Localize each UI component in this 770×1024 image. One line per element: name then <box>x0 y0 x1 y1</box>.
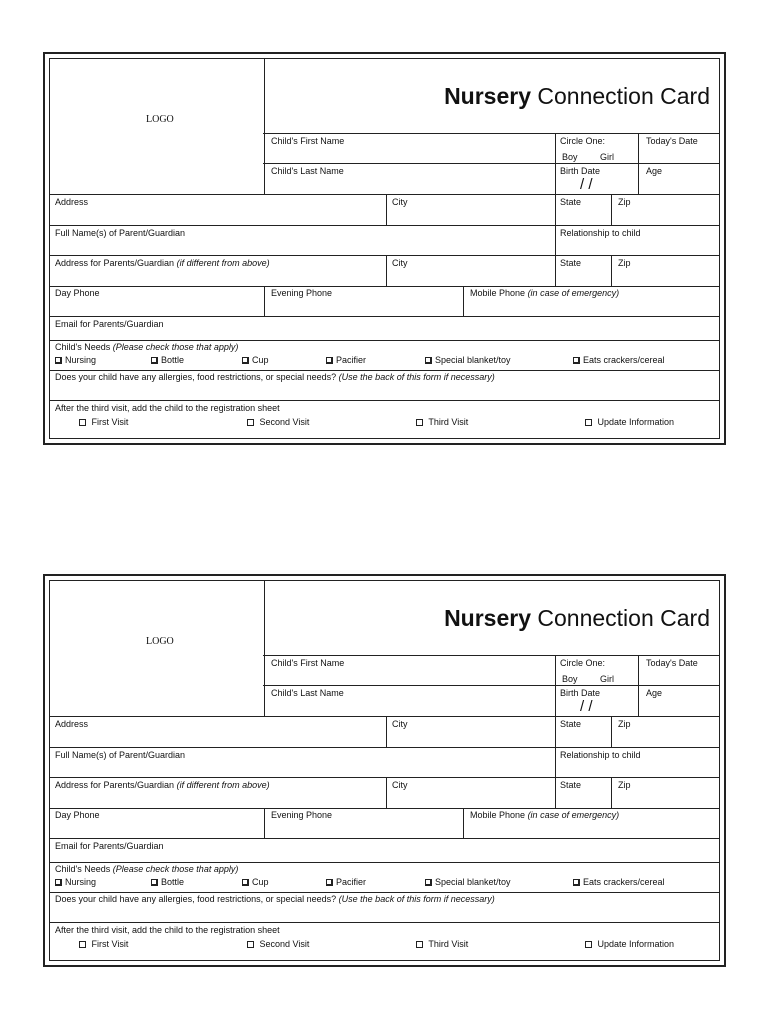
mobile-phone-note: (in case of emergency) <box>527 810 620 820</box>
day-phone-label: Day Phone <box>55 810 100 820</box>
divider <box>49 370 720 371</box>
parent-state-label: State <box>560 258 582 268</box>
relationship-label: Relationship to child <box>560 750 641 760</box>
zip-label: Zip <box>618 197 631 207</box>
divider <box>49 255 720 256</box>
mobile-phone-note: (in case of emergency) <box>527 288 620 298</box>
divider <box>49 892 720 893</box>
title-rest: Connection Card <box>537 83 710 109</box>
parent-address-label <box>55 258 270 269</box>
visit-note: After the third visit, add the child to the registration sheet <box>55 403 280 413</box>
birth-date-label: Birth Date <box>560 688 601 698</box>
checkbox-icon[interactable] <box>573 357 580 364</box>
address-label: Address <box>55 197 89 207</box>
needs-option-label: Pacifier <box>336 877 367 887</box>
divider <box>611 255 612 286</box>
boy-option[interactable]: Boy <box>562 674 578 684</box>
divider <box>49 777 720 778</box>
needs-option-blanket[interactable] <box>425 877 511 888</box>
checkbox-icon[interactable] <box>326 357 333 364</box>
city-label: City <box>392 197 408 207</box>
divider <box>264 580 265 717</box>
email-label: Email for Parents/Guardian <box>55 841 164 851</box>
mobile-phone-text: Mobile Phone <box>470 810 526 820</box>
connection-card <box>43 52 726 445</box>
card-title <box>444 83 710 109</box>
checkbox-icon[interactable] <box>242 879 249 886</box>
visit-first[interactable] <box>79 417 128 428</box>
divider <box>555 133 556 225</box>
checkbox-icon[interactable] <box>416 941 423 948</box>
allergies-text: Does your child have any allergies, food restrictions, or special needs? <box>55 372 337 382</box>
birth-date-slashes: / / <box>580 698 593 715</box>
needs-note: (Please check those that apply) <box>112 342 239 352</box>
first-name-label: Child's First Name <box>271 136 345 146</box>
logo-placeholder: LOGO <box>146 114 174 125</box>
address-label: Address <box>55 719 89 729</box>
state-label: State <box>560 197 582 207</box>
needs-text: Child's Needs <box>55 342 111 352</box>
divider <box>49 716 720 717</box>
divider <box>386 194 387 225</box>
needs-option-blanket[interactable] <box>425 355 511 366</box>
needs-option-label: Pacifier <box>336 355 367 365</box>
divider <box>49 194 720 195</box>
parent-zip-label: Zip <box>618 258 631 268</box>
allergies-note: (Use the back of this form if necessary) <box>338 894 495 904</box>
divider <box>49 400 720 401</box>
allergies-text: Does your child have any allergies, food restrictions, or special needs? <box>55 894 337 904</box>
todays-date-label: Today's Date <box>646 658 698 668</box>
birth-date-label: Birth Date <box>560 166 601 176</box>
divider <box>263 163 720 164</box>
visit-label: Third Visit <box>428 417 469 427</box>
first-name-label: Child's First Name <box>271 658 345 668</box>
divider <box>611 716 612 747</box>
parent-state-label: State <box>560 780 582 790</box>
parent-city-label: City <box>392 258 408 268</box>
allergies-label <box>55 372 495 383</box>
parent-city-label: City <box>392 780 408 790</box>
visit-second[interactable] <box>247 417 309 428</box>
parent-address-note: (if different from above) <box>176 780 270 790</box>
checkbox-icon[interactable] <box>573 879 580 886</box>
checkbox-icon[interactable] <box>55 357 62 364</box>
parent-address-label <box>55 780 270 791</box>
todays-date-label: Today's Date <box>646 136 698 146</box>
mobile-phone-label <box>470 288 619 299</box>
divider <box>555 225 556 256</box>
visit-label: Second Visit <box>259 939 310 949</box>
connection-card <box>43 574 726 967</box>
needs-option-label: Eats crackers/cereal <box>583 877 665 887</box>
visit-third[interactable] <box>416 939 468 950</box>
needs-option-label: Special blanket/toy <box>435 877 511 887</box>
needs-option-nursing[interactable] <box>55 877 96 888</box>
divider <box>386 255 387 286</box>
relationship-label: Relationship to child <box>560 228 641 238</box>
circle-one-label: Circle One: <box>560 658 606 668</box>
divider <box>555 777 556 808</box>
checkbox-icon[interactable] <box>79 941 86 948</box>
divider <box>264 808 265 838</box>
divider <box>463 286 464 316</box>
needs-note: (Please check those that apply) <box>112 864 239 874</box>
visit-second[interactable] <box>247 939 309 950</box>
parent-address-text: Address for Parents/Guardian <box>55 258 175 268</box>
divider <box>611 194 612 225</box>
boy-option[interactable]: Boy <box>562 152 578 162</box>
divider <box>263 133 720 134</box>
checkbox-icon[interactable] <box>425 357 432 364</box>
parent-address-note: (if different from above) <box>176 258 270 268</box>
email-label: Email for Parents/Guardian <box>55 319 164 329</box>
parent-names-label: Full Name(s) of Parent/Guardian <box>55 750 186 760</box>
needs-option-cup[interactable] <box>242 877 269 888</box>
logo-placeholder: LOGO <box>146 636 174 647</box>
needs-option-label: Cup <box>252 877 269 887</box>
divider <box>555 747 556 778</box>
needs-option-crackers[interactable] <box>573 355 665 366</box>
needs-option-crackers[interactable] <box>573 877 665 888</box>
divider <box>638 163 639 194</box>
state-label: State <box>560 719 582 729</box>
checkbox-icon[interactable] <box>247 941 254 948</box>
last-name-label: Child's Last Name <box>271 688 344 698</box>
checkbox-icon[interactable] <box>151 879 158 886</box>
needs-option-label: Bottle <box>161 355 185 365</box>
card-title <box>444 605 710 631</box>
checkbox-icon[interactable] <box>585 419 592 426</box>
title-bold: Nursery <box>444 83 531 109</box>
divider <box>386 716 387 747</box>
city-label: City <box>392 719 408 729</box>
visit-label: First Visit <box>91 939 129 949</box>
evening-phone-label: Evening Phone <box>271 810 333 820</box>
divider <box>263 685 720 686</box>
divider <box>49 316 720 317</box>
checkbox-icon[interactable] <box>326 879 333 886</box>
needs-option-label: Cup <box>252 355 269 365</box>
checkbox-icon[interactable] <box>416 419 423 426</box>
needs-option-bottle[interactable] <box>151 877 184 888</box>
allergies-label <box>55 894 495 905</box>
divider <box>49 225 720 226</box>
divider <box>49 286 720 287</box>
visit-label: Third Visit <box>428 939 469 949</box>
divider <box>49 838 720 839</box>
checkbox-icon[interactable] <box>425 879 432 886</box>
needs-label <box>55 342 238 353</box>
visit-update[interactable] <box>585 417 674 428</box>
needs-option-label: Special blanket/toy <box>435 355 511 365</box>
divider <box>463 808 464 838</box>
age-label: Age <box>646 688 663 698</box>
allergies-note: (Use the back of this form if necessary) <box>338 372 495 382</box>
title-rest: Connection Card <box>537 605 710 631</box>
divider <box>49 808 720 809</box>
title-bold: Nursery <box>444 605 531 631</box>
divider <box>49 922 720 923</box>
checkbox-icon[interactable] <box>242 357 249 364</box>
checkbox-icon[interactable] <box>247 419 254 426</box>
needs-option-label: Bottle <box>161 877 185 887</box>
divider <box>555 655 556 747</box>
parent-names-label: Full Name(s) of Parent/Guardian <box>55 228 186 238</box>
needs-option-label: Nursing <box>65 877 97 887</box>
needs-option-cup[interactable] <box>242 355 269 366</box>
age-label: Age <box>646 166 663 176</box>
needs-option-bottle[interactable] <box>151 355 184 366</box>
divider <box>638 133 639 164</box>
visit-label: Update Information <box>597 939 675 949</box>
circle-one-label: Circle One: <box>560 136 606 146</box>
visit-update[interactable] <box>585 939 674 950</box>
visit-first[interactable] <box>79 939 128 950</box>
checkbox-icon[interactable] <box>79 419 86 426</box>
birth-date-slashes: / / <box>580 176 593 193</box>
needs-option-pacifier[interactable] <box>326 355 366 366</box>
divider <box>264 286 265 316</box>
visit-label: First Visit <box>91 417 129 427</box>
divider <box>49 747 720 748</box>
divider <box>264 58 265 195</box>
needs-text: Child's Needs <box>55 864 111 874</box>
visit-third[interactable] <box>416 417 468 428</box>
needs-label <box>55 864 238 875</box>
parent-address-text: Address for Parents/Guardian <box>55 780 175 790</box>
girl-option[interactable]: Girl <box>600 152 614 162</box>
divider <box>555 255 556 286</box>
zip-label: Zip <box>618 719 631 729</box>
mobile-phone-text: Mobile Phone <box>470 288 526 298</box>
visit-note: After the third visit, add the child to the registration sheet <box>55 925 280 935</box>
divider <box>638 685 639 716</box>
parent-zip-label: Zip <box>618 780 631 790</box>
visit-label: Second Visit <box>259 417 310 427</box>
needs-option-nursing[interactable] <box>55 355 96 366</box>
divider <box>49 340 720 341</box>
needs-option-label: Eats crackers/cereal <box>583 355 665 365</box>
last-name-label: Child's Last Name <box>271 166 344 176</box>
day-phone-label: Day Phone <box>55 288 100 298</box>
mobile-phone-label <box>470 810 619 821</box>
checkbox-icon[interactable] <box>151 357 158 364</box>
evening-phone-label: Evening Phone <box>271 288 333 298</box>
divider <box>386 777 387 808</box>
needs-option-label: Nursing <box>65 355 97 365</box>
needs-option-pacifier[interactable] <box>326 877 366 888</box>
girl-option[interactable]: Girl <box>600 674 614 684</box>
visit-label: Update Information <box>597 417 675 427</box>
divider <box>49 862 720 863</box>
divider <box>263 655 720 656</box>
divider <box>638 655 639 686</box>
checkbox-icon[interactable] <box>55 879 62 886</box>
checkbox-icon[interactable] <box>585 941 592 948</box>
divider <box>611 777 612 808</box>
